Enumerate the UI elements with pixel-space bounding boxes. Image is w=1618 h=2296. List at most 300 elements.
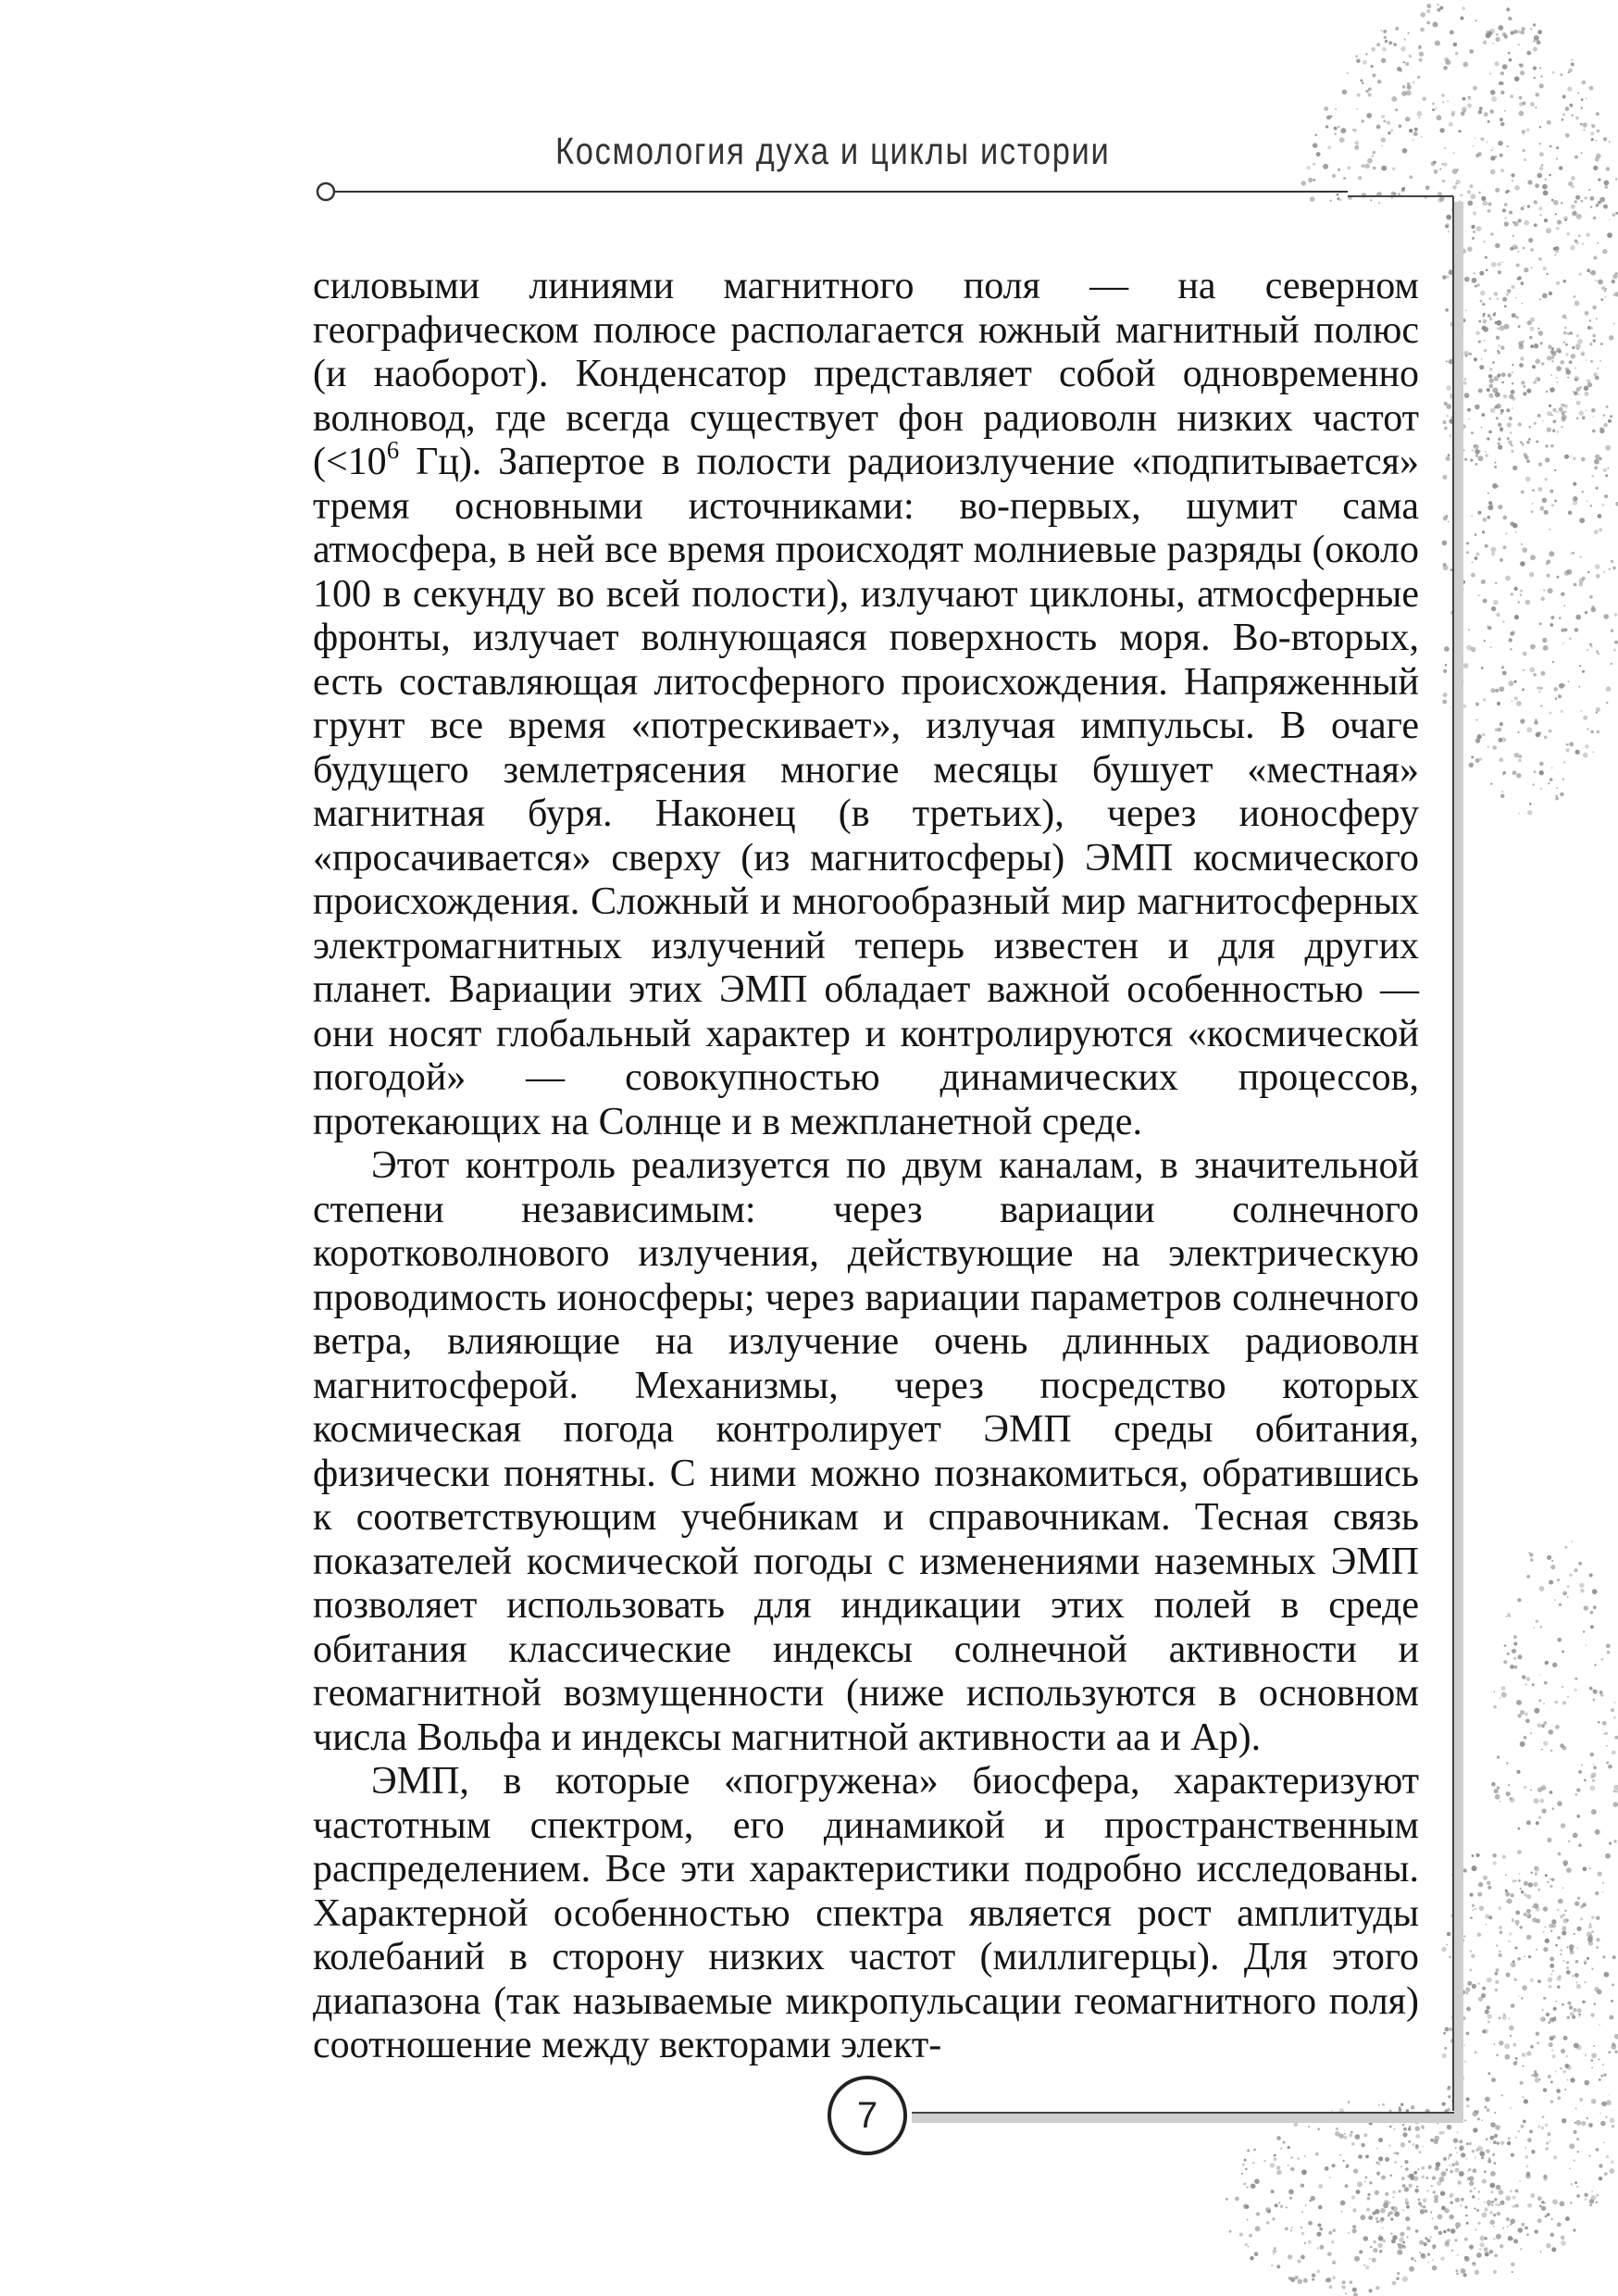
speckle-dot: [1381, 137, 1386, 142]
speckle-dot: [1289, 2197, 1292, 2200]
speckle-dot: [1506, 1762, 1508, 1764]
speckle-dot: [1400, 2165, 1402, 2167]
speckle-dot: [1356, 2190, 1361, 2194]
speckle-dot: [1540, 342, 1543, 344]
speckle-dot: [1587, 571, 1590, 574]
speckle-dot: [1599, 197, 1605, 203]
speckle-dot: [1518, 2227, 1524, 2233]
speckle-dot: [1407, 2236, 1409, 2238]
speckle-dot: [1409, 129, 1413, 132]
speckle-dot: [1431, 161, 1436, 166]
speckle-dot: [1587, 1932, 1592, 1938]
speckle-dot: [1591, 2190, 1593, 2192]
speckle-dot: [1429, 2113, 1434, 2117]
speckle-dot: [1521, 490, 1525, 493]
speckle-dot: [1589, 643, 1592, 646]
speckle-dot: [1421, 2125, 1425, 2128]
speckle-dot: [1517, 1850, 1522, 1854]
speckle-dot: [1569, 104, 1573, 107]
speckle-dot: [1530, 1790, 1532, 1791]
speckle-dot: [1458, 447, 1463, 453]
speckle-dot: [1595, 157, 1599, 162]
speckle-dot: [1331, 2240, 1335, 2244]
speckle-dot: [1515, 297, 1517, 299]
speckle-dot: [1463, 1868, 1467, 1872]
speckle-dot: [1450, 322, 1455, 327]
speckle-dot: [1542, 420, 1544, 422]
speckle-dot: [1326, 2278, 1329, 2282]
speckle-dot: [1452, 327, 1457, 331]
speckle-dot: [1370, 199, 1372, 201]
speckle-dot: [1467, 2177, 1471, 2180]
speckle-dot: [1274, 2157, 1277, 2161]
speckle-dot: [1551, 2218, 1553, 2220]
speckle-dot: [1245, 2205, 1249, 2209]
speckle-dot: [1508, 52, 1511, 55]
speckle-dot: [1545, 1927, 1547, 1928]
speckle-dot: [1481, 2156, 1484, 2159]
speckle-dot: [1369, 2181, 1372, 2184]
speckle-dot: [1544, 510, 1549, 515]
speckle-dot: [1564, 1910, 1566, 1912]
speckle-dot: [1514, 696, 1519, 701]
speckle-dot: [1569, 1573, 1573, 1577]
speckle-dot: [1487, 2072, 1490, 2075]
speckle-dot: [1455, 2147, 1457, 2149]
speckle-dot: [1478, 1882, 1483, 1887]
speckle-dot: [1561, 426, 1563, 429]
speckle-dot: [1301, 2232, 1305, 2236]
speckle-dot: [1591, 2067, 1593, 2069]
speckle-dot: [1593, 1764, 1595, 1766]
speckle-dot: [1583, 1630, 1585, 1632]
speckle-dot: [1534, 772, 1536, 774]
speckle-dot: [1570, 2078, 1574, 2082]
speckle-dot: [1500, 154, 1503, 157]
speckle-dot: [1488, 297, 1491, 300]
speckle-dot: [1318, 2116, 1324, 2122]
speckle-dot: [1483, 315, 1486, 318]
speckle-dot: [1559, 166, 1562, 169]
speckle-dot: [1459, 200, 1462, 203]
speckle-dot: [1424, 2242, 1427, 2246]
speckle-dot: [1598, 280, 1603, 285]
speckle-dot: [1479, 320, 1482, 323]
speckle-dot: [1288, 2146, 1290, 2149]
speckle-dot: [1568, 69, 1573, 73]
speckle-dot: [1433, 2248, 1435, 2250]
speckle-dot: [1571, 553, 1573, 555]
speckle-dot: [1419, 2151, 1422, 2153]
speckle-dot: [1596, 1946, 1599, 1949]
speckle-dot: [1487, 505, 1493, 510]
speckle-dot: [1520, 70, 1525, 75]
speckle-dot: [1371, 47, 1375, 52]
speckle-dot: [1435, 41, 1440, 46]
speckle-dot: [1550, 623, 1553, 627]
speckle-dot: [1329, 2285, 1333, 2289]
speckle-dot: [1479, 757, 1482, 760]
speckle-dot: [1547, 2132, 1550, 2136]
speckle-dot: [1274, 2247, 1276, 2249]
speckle-dot: [1526, 1909, 1531, 1914]
speckle-dot: [1596, 154, 1601, 159]
speckle-dot: [1491, 547, 1497, 553]
speckle-dot: [1542, 498, 1548, 504]
speckle-dot: [1562, 1914, 1565, 1916]
speckle-dot: [1551, 2050, 1553, 2052]
speckle-dot: [1512, 630, 1515, 634]
speckle-dot: [1463, 110, 1466, 113]
speckle-dot: [1578, 235, 1580, 237]
speckle-dot: [1276, 2165, 1280, 2169]
speckle-dot: [1494, 2162, 1497, 2165]
speckle-dot: [1611, 2161, 1613, 2164]
speckle-dot: [1451, 611, 1454, 614]
speckle-dot: [1472, 145, 1474, 147]
speckle-dot: [1446, 215, 1451, 220]
speckle-dot: [1537, 2125, 1540, 2128]
speckle-dot: [1509, 394, 1514, 400]
speckle-dot: [1450, 2202, 1453, 2204]
speckle-dot: [1496, 1968, 1500, 1972]
speckle-dot: [1437, 2115, 1440, 2119]
speckle-dot: [1612, 294, 1614, 296]
speckle-dot: [1447, 2125, 1452, 2130]
speckle-dot: [1600, 1693, 1604, 1697]
speckle-dot: [1545, 179, 1547, 181]
speckle-dot: [1453, 2138, 1458, 2142]
speckle-dot: [1600, 343, 1603, 345]
speckle-dot: [1576, 387, 1581, 392]
speckle-dot: [1522, 303, 1524, 305]
speckle-dot: [1602, 1891, 1604, 1893]
speckle-dot: [1426, 9, 1431, 14]
speckle-dot: [1487, 2159, 1491, 2163]
speckle-dot: [1543, 191, 1549, 196]
speckle-dot: [1474, 272, 1475, 274]
speckle-dot: [1505, 191, 1509, 194]
speckle-dot: [1478, 1997, 1483, 2002]
speckle-dot: [1524, 1881, 1528, 1886]
speckle-dot: [1460, 742, 1462, 743]
speckle-dot: [1384, 2200, 1388, 2204]
speckle-dot: [1483, 327, 1488, 332]
speckle-dot: [1483, 40, 1487, 44]
speckle-dot: [1438, 2131, 1442, 2135]
speckle-dot: [1375, 2190, 1379, 2195]
speckle-dot: [1602, 249, 1607, 254]
speckle-dot: [1418, 45, 1422, 49]
speckle-dot: [1452, 633, 1454, 635]
speckle-dot: [1508, 17, 1512, 20]
speckle-dot: [1593, 217, 1597, 220]
speckle-dot: [1575, 2120, 1581, 2126]
speckle-dot: [1527, 320, 1532, 325]
header-rule-ornament: [317, 183, 334, 200]
speckle-dot: [1545, 1874, 1548, 1877]
speckle-dot: [1525, 1713, 1528, 1716]
speckle-dot: [1550, 374, 1552, 376]
speckle-dot: [1338, 2134, 1343, 2139]
speckle-dot: [1445, 59, 1450, 65]
speckle-dot: [1476, 1853, 1480, 1857]
speckle-dot: [1579, 556, 1581, 558]
speckle-dot: [1539, 1586, 1545, 1591]
speckle-dot: [1339, 2154, 1341, 2156]
speckle-dot: [1462, 589, 1463, 591]
speckle-dot: [1602, 1721, 1607, 1726]
speckle-dot: [1520, 1888, 1523, 1890]
speckle-dot: [1560, 1915, 1563, 1918]
speckle-dot: [1409, 175, 1413, 179]
speckle-dot: [1479, 2236, 1485, 2241]
speckle-dot: [1553, 419, 1557, 423]
speckle-dot: [1378, 2156, 1383, 2161]
speckle-dot: [1504, 203, 1508, 206]
speckle-dot: [1582, 416, 1586, 419]
speckle-dot: [1525, 2165, 1528, 2167]
speckle-dot: [1385, 2157, 1389, 2162]
speckle-dot: [1450, 706, 1452, 708]
speckle-dot: [1243, 2183, 1246, 2186]
speckle-dot: [1432, 103, 1435, 106]
speckle-dot: [1537, 1787, 1543, 1792]
speckle-dot: [1508, 2017, 1510, 2019]
speckle-dot: [1337, 197, 1339, 200]
speckle-dot: [1362, 119, 1364, 122]
speckle-dot: [1497, 328, 1500, 331]
speckle-dot: [1365, 2155, 1369, 2159]
speckle-dot: [1518, 1654, 1523, 1659]
speckle-dot: [1490, 688, 1495, 693]
speckle-dot: [1576, 214, 1582, 219]
speckle-dot: [1313, 179, 1315, 181]
speckle-dot: [1487, 314, 1491, 318]
speckle-dot: [1552, 408, 1556, 412]
speckle-dot: [1557, 381, 1559, 383]
speckle-dot: [1487, 2200, 1492, 2205]
speckle-dot: [1596, 574, 1600, 579]
speckle-dot: [1514, 615, 1519, 619]
speckle-dot: [1511, 31, 1514, 34]
speckle-dot: [1468, 418, 1470, 420]
speckle-dot: [1428, 2167, 1430, 2169]
speckle-dot: [1460, 519, 1462, 522]
speckle-dot: [1537, 1889, 1540, 1891]
speckle-dot: [1456, 1937, 1462, 1942]
speckle-dot: [1563, 630, 1565, 631]
speckle-dot: [1508, 373, 1512, 377]
speckle-dot: [1513, 2043, 1517, 2047]
speckle-dot: [1444, 646, 1450, 652]
speckle-dot: [1441, 2131, 1445, 2135]
speckle-dot: [1422, 97, 1426, 102]
speckle-dot: [1534, 343, 1539, 349]
speckle-dot: [1537, 1723, 1541, 1728]
speckle-dot: [1431, 2185, 1433, 2187]
speckle-dot: [1378, 2236, 1384, 2241]
speckle-dot: [1316, 152, 1321, 156]
speckle-dot: [1531, 510, 1534, 513]
speckle-dot: [1376, 2220, 1379, 2223]
speckle-dot: [1493, 1705, 1497, 1709]
speckle-dot: [1479, 106, 1483, 110]
speckle-dot: [1327, 2252, 1332, 2256]
speckle-dot: [1541, 2127, 1544, 2129]
speckle-dot: [1596, 112, 1599, 116]
speckle-dot: [1583, 753, 1588, 758]
speckle-dot: [1550, 1964, 1554, 1968]
speckle-dot: [1541, 1785, 1547, 1791]
speckle-dot: [1520, 718, 1525, 723]
speckle-dot: [1509, 1616, 1511, 1617]
speckle-dot: [1332, 2276, 1336, 2279]
speckle-dot: [1573, 496, 1577, 501]
speckle-dot: [1497, 350, 1499, 352]
speckle-dot: [1245, 2168, 1248, 2171]
speckle-dot: [1494, 312, 1496, 314]
speckle-dot: [1317, 2270, 1321, 2274]
speckle-dot: [1239, 2233, 1243, 2237]
speckle-dot: [1506, 1791, 1511, 1796]
speckle-dot: [1543, 1741, 1548, 1746]
speckle-dot: [1518, 1714, 1522, 1717]
speckle-dot: [1475, 2110, 1479, 2114]
speckle-dot: [1539, 299, 1541, 301]
speckle-dot: [1530, 102, 1535, 106]
speckle-dot: [1577, 339, 1583, 344]
speckle-dot: [1445, 664, 1448, 667]
speckle-dot: [1290, 2167, 1293, 2170]
speckle-dot: [1294, 2276, 1298, 2279]
speckle-dot: [1444, 2208, 1449, 2213]
speckle-dot: [1458, 424, 1462, 428]
speckle-dot: [1450, 1914, 1455, 1918]
speckle-dot: [1520, 1710, 1525, 1715]
speckle-dot: [1415, 2121, 1418, 2124]
speckle-dot: [1490, 408, 1496, 414]
speckle-dot: [1562, 779, 1564, 780]
speckle-dot: [1573, 211, 1577, 216]
speckle-dot: [1488, 384, 1493, 389]
speckle-dot: [1401, 2177, 1405, 2180]
speckle-dot: [1411, 2105, 1415, 2110]
speckle-dot: [1447, 1932, 1451, 1937]
speckle-dot: [1568, 181, 1573, 186]
speckle-dot: [1487, 437, 1489, 440]
speckle-dot: [1326, 125, 1328, 128]
speckle-dot: [1285, 2227, 1288, 2231]
speckle-dot: [1567, 2002, 1571, 2005]
speckle-dot: [1563, 331, 1567, 335]
speckle-dot: [1413, 2114, 1417, 2117]
speckle-dot: [1539, 622, 1542, 625]
speckle-dot: [1405, 2198, 1408, 2201]
speckle-dot: [1550, 2233, 1555, 2238]
speckle-dot: [1599, 2024, 1600, 2026]
speckle-dot: [1584, 1960, 1587, 1964]
speckle-dot: [1604, 181, 1610, 186]
speckle-dot: [1534, 1866, 1539, 1872]
speckle-dot: [1579, 386, 1582, 389]
speckle-dot: [1562, 2118, 1566, 2123]
speckle-dot: [1457, 254, 1459, 256]
speckle-dot: [1349, 2112, 1350, 2114]
speckle-dot: [1541, 362, 1545, 366]
speckle-dot: [1506, 1616, 1508, 1617]
speckle-dot: [1372, 2258, 1376, 2263]
speckle-dot: [1576, 1788, 1580, 1791]
speckle-dot: [1570, 2202, 1573, 2204]
speckle-dot: [1571, 176, 1575, 181]
speckle-dot: [1539, 1674, 1541, 1676]
speckle-dot: [1350, 2131, 1352, 2133]
speckle-dot: [1301, 2184, 1305, 2188]
speckle-dot: [1454, 1892, 1460, 1898]
speckle-dot: [1574, 1568, 1577, 1572]
speckle-dot: [1396, 2277, 1400, 2280]
speckle-dot: [1590, 1625, 1594, 1628]
speckle-dot: [1412, 139, 1413, 141]
speckle-dot: [1382, 47, 1387, 52]
speckle-dot: [1608, 2094, 1610, 2096]
paragraph-3: ЭМП, в которые «погружена» биосфера, характеризуют частотным спектром, его динамикой и пространственным распределением. Все эти характеристики подробно исследованы. Характерной особенностью спектра является рост амплитуды колебаний в сторону низких частот (миллигерцы). Для этого диапазона (так называемые микропульсации геомагнитного поля) соотношение между векторами элект-: [313, 1760, 1419, 2066]
speckle-dot: [1475, 703, 1479, 706]
speckle-dot: [1511, 19, 1512, 20]
speckle-dot: [1464, 458, 1467, 461]
speckle-dot: [1475, 2110, 1476, 2112]
speckle-dot: [1459, 679, 1463, 683]
speckle-dot: [1582, 2001, 1585, 2003]
speckle-dot: [1554, 2016, 1556, 2018]
speckle-dot: [1500, 409, 1504, 413]
speckle-dot: [1532, 489, 1535, 492]
speckle-dot: [1403, 61, 1405, 63]
speckle-dot: [1502, 2227, 1504, 2229]
speckle-dot: [1447, 2239, 1450, 2242]
speckle-dot: [1574, 2181, 1577, 2184]
speckle-dot: [1500, 91, 1504, 94]
speckle-dot: [1496, 393, 1498, 394]
speckle-dot: [1523, 134, 1525, 136]
speckle-dot: [1404, 2187, 1409, 2191]
speckle-dot: [1551, 352, 1556, 356]
speckle-dot: [1606, 1745, 1608, 1747]
speckle-dot: [1470, 1916, 1473, 1919]
speckle-dot: [1590, 505, 1592, 506]
speckle-dot: [1454, 1855, 1460, 1861]
speckle-dot: [1515, 531, 1517, 533]
speckle-dot: [1483, 518, 1487, 522]
speckle-dot: [1490, 2190, 1493, 2193]
speckle-dot: [1469, 2168, 1472, 2171]
speckle-dot: [1487, 626, 1491, 630]
speckle-dot: [1561, 593, 1564, 596]
speckle-dot: [1594, 530, 1599, 534]
speckle-dot: [1454, 302, 1456, 304]
speckle-dot: [1464, 393, 1470, 398]
speckle-dot: [1585, 744, 1589, 749]
speckle-dot: [1529, 803, 1532, 805]
speckle-dot: [1586, 359, 1587, 361]
speckle-dot: [1487, 493, 1489, 494]
speckle-dot: [1495, 1989, 1498, 1991]
speckle-dot: [1434, 2226, 1438, 2230]
speckle-dot: [1605, 445, 1611, 451]
speckle-dot: [1586, 232, 1590, 237]
speckle-dot: [1611, 1708, 1614, 1712]
